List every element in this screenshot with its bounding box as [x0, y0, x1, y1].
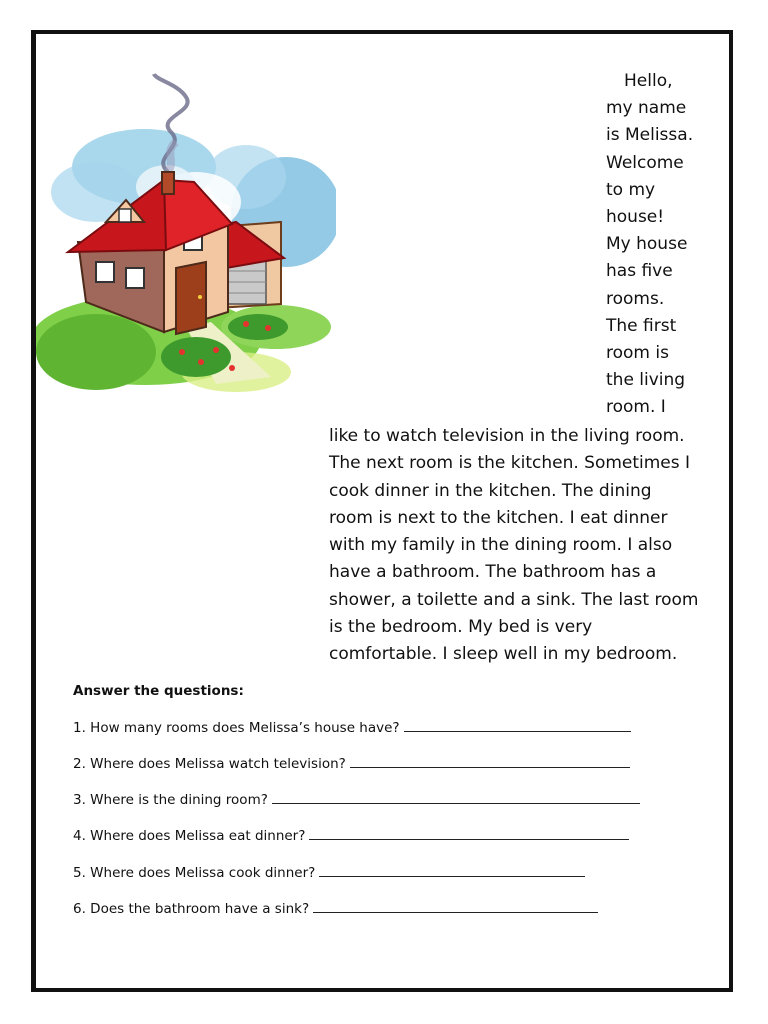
story-line: my name	[606, 98, 687, 119]
story-line: rooms.	[606, 288, 665, 309]
question-text: 6. Does the bathroom have a sink?	[73, 901, 310, 917]
question-text: 5. Where does Melissa cook dinner?	[73, 865, 316, 881]
story-line: room is	[606, 343, 669, 364]
story-line: cook dinner in the kitchen. The dining	[329, 480, 652, 501]
question-text: 2. Where does Melissa watch television?	[73, 756, 346, 772]
question-4	[73, 827, 629, 844]
question-text: 1. How many rooms does Melissa’s house have?	[73, 720, 400, 736]
story-line: The first	[606, 315, 677, 336]
story-line: Hello,	[624, 71, 673, 91]
story-line: the living	[606, 370, 686, 391]
story-line: comfortable. I sleep well in my bedroom.	[329, 644, 678, 665]
story-line: shower, a toilette and a sink. The last room	[329, 589, 699, 610]
answer-blank[interactable]	[313, 900, 598, 913]
answer-blank[interactable]	[404, 719, 631, 732]
question-5	[73, 864, 585, 881]
story-line: Welcome	[606, 152, 684, 173]
story-line: is Melissa.	[606, 125, 694, 146]
story-line: The next room is the kitchen. Sometimes I	[329, 453, 691, 474]
house-illustration	[36, 72, 336, 398]
story-line: with my family in the dining room. I also	[329, 535, 673, 556]
answer-blank[interactable]	[272, 791, 640, 804]
story-line: room is next to the kitchen. I eat dinner	[329, 507, 668, 528]
story-line: is the bedroom. My bed is very	[329, 617, 593, 638]
story-line: house!	[606, 207, 665, 228]
story-line: has five	[606, 261, 673, 282]
story-line: to my	[606, 179, 656, 200]
story-text-narrow	[606, 68, 716, 422]
answer-blank[interactable]	[350, 755, 630, 768]
question-3	[73, 791, 640, 808]
questions-heading: Answer the questions:	[73, 683, 244, 699]
story-line: My house	[606, 234, 688, 255]
question-text: 4. Where does Melissa eat dinner?	[73, 828, 306, 844]
story-line: room. I	[606, 397, 666, 418]
question-6	[73, 900, 598, 917]
question-1	[73, 719, 631, 736]
question-2	[73, 755, 630, 772]
answer-blank[interactable]	[309, 827, 629, 840]
question-text: 3. Where is the dining room?	[73, 792, 268, 808]
story-line: like to watch television in the living room.	[329, 426, 685, 446]
story-line: have a bathroom. The bathroom has a	[329, 562, 657, 583]
story-text-wide	[329, 423, 709, 669]
answer-blank[interactable]	[319, 864, 585, 877]
